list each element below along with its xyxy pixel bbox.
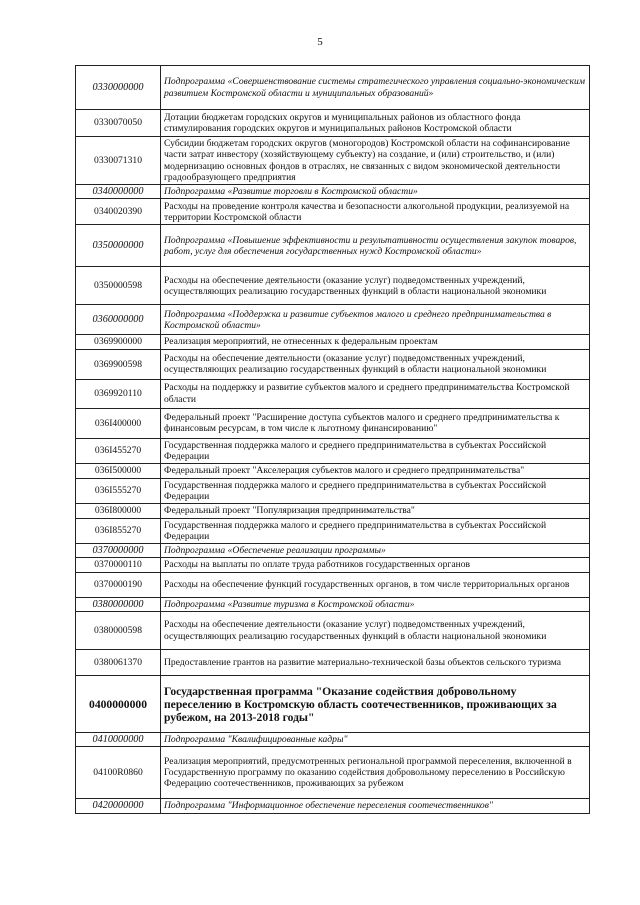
row-code: 0370000000 [76, 544, 161, 558]
table-row [76, 558, 590, 572]
row-name: Государственная программа "Оказание содействия добровольному переселению в Костромскую область соотечественников, проживающих за рубежом, на 2013-2018 годы" [161, 676, 590, 733]
row-code: 036I555270 [76, 478, 161, 504]
row-name: Расходы на выплаты по оплате труда работников государственных органов [161, 558, 590, 572]
row-name: Подпрограмма «Развитие торговли в Костромской области» [161, 185, 590, 199]
row-code: 04100R0860 [76, 747, 161, 799]
table-row [76, 597, 590, 611]
table-row [76, 650, 590, 676]
row-name: Расходы на обеспечение деятельности (оказание услуг) подведомственных учреждений, осуществляющих реализацию государственных функций в области национальной экономики [161, 267, 590, 305]
page-number: 5 [317, 36, 323, 48]
table-row [76, 518, 590, 544]
row-code: 0360000000 [76, 305, 161, 335]
table-row [76, 464, 590, 478]
row-code: 0420000000 [76, 799, 161, 813]
row-name: Реализация мероприятий, предусмотренных региональной программой переселения, включенной в Государственную программу по оказанию содействия добровольному переселению в Российскую Федерацию соотечественников, проживающих за рубежом [161, 747, 590, 799]
row-name: Расходы на проведение контроля качества и безопасности алкогольной продукции, реализуемой на территории Костромской области [161, 199, 590, 225]
row-code: 0330071310 [76, 137, 161, 185]
table-row [76, 676, 590, 733]
table-row [76, 335, 590, 349]
table-row [76, 379, 590, 408]
row-code: 0370000190 [76, 572, 161, 597]
row-code: 0340020390 [76, 199, 161, 225]
row-code: 0369900000 [76, 335, 161, 349]
row-code: 036I500000 [76, 464, 161, 478]
table-row [76, 504, 590, 518]
row-name: Подпрограмма "Квалифицированные кадры" [161, 733, 590, 747]
budget-classification-table [75, 65, 590, 814]
row-code: 0380000000 [76, 597, 161, 611]
row-name: Федеральный проект "Акселерация субъектов малого и среднего предпринимательства" [161, 464, 590, 478]
row-name: Государственная поддержка малого и среднего предпринимательства в субъектах Российской Федерации [161, 438, 590, 464]
row-code: 0340000000 [76, 185, 161, 199]
table-row [76, 408, 590, 438]
row-code: 0350000598 [76, 267, 161, 305]
table-row [76, 199, 590, 225]
row-name: Предоставление грантов на развитие материально-технической базы объектов сельского туризма [161, 650, 590, 676]
table-row [76, 110, 590, 137]
row-code: 0350000000 [76, 225, 161, 267]
table-row [76, 349, 590, 379]
row-name: Подпрограмма «Поддержка и развитие субъектов малого и среднего предпринимательства в Костромской области» [161, 305, 590, 335]
row-name: Субсидии бюджетам городских округов (моногородов) Костромской области на софинансирование части затрат инвестору (хозяйствующему субъекту) на создание, и (или) строительство, и (или) модернизацию основных фондов в отраслях, не связанных с видом экономической деятельности градообразующего предприятия [161, 137, 590, 185]
row-code: 0380061370 [76, 650, 161, 676]
table-row [76, 544, 590, 558]
row-name: Расходы на поддержку и развитие субъектов малого и среднего предпринимательства Костромской области [161, 379, 590, 408]
table-row [76, 478, 590, 504]
row-code: 0370000110 [76, 558, 161, 572]
row-code: 0330000000 [76, 66, 161, 110]
table-row [76, 438, 590, 464]
row-name: Подпрограмма «Обеспечение реализации программы» [161, 544, 590, 558]
row-name: Федеральный проект "Расширение доступа субъектов малого и среднего предпринимательства к финансовым ресурсам, в том числе к льготному финансированию" [161, 408, 590, 438]
row-name: Государственная поддержка малого и среднего предпринимательства в субъектах Российской Федерации [161, 478, 590, 504]
table-row [76, 799, 590, 813]
row-code: 0369920110 [76, 379, 161, 408]
row-name: Подпрограмма «Развитие туризма в Костромской области» [161, 597, 590, 611]
row-name: Расходы на обеспечение деятельности (оказание услуг) подведомственных учреждений, осуществляющих реализацию государственных функций в области национальной экономики [161, 349, 590, 379]
row-name: Подпрограмма «Повышение эффективности и результативности осуществления закупок товаров, работ, услуг для обеспечения государственных нужд Костромской области» [161, 225, 590, 267]
row-code: 036I800000 [76, 504, 161, 518]
row-name: Подпрограмма "Информационное обеспечение переселения соотечественников" [161, 799, 590, 813]
row-name: Федеральный проект "Популяризация предпринимательства" [161, 504, 590, 518]
row-code: 0330070050 [76, 110, 161, 137]
table-row [76, 572, 590, 597]
table-row [76, 137, 590, 185]
row-code: 036I455270 [76, 438, 161, 464]
row-name: Расходы на обеспечение функций государственных органов, в том числе территориальных органов [161, 572, 590, 597]
table-body [76, 66, 590, 814]
table-row [76, 747, 590, 799]
row-code: 0400000000 [76, 676, 161, 733]
row-code: 036I855270 [76, 518, 161, 544]
row-code: 0369900598 [76, 349, 161, 379]
row-name: Подпрограмма «Совершенствование системы стратегического управления социально-экономическим развитием Костромской области и муниципальных образований» [161, 66, 590, 110]
table-row [76, 305, 590, 335]
row-name: Дотации бюджетам городских округов и муниципальных районов из областного фонда стимулирования городских округов и муниципальных районов Костромской области [161, 110, 590, 137]
row-code: 0410000000 [76, 733, 161, 747]
table-row [76, 267, 590, 305]
table-row [76, 612, 590, 650]
table-row [76, 185, 590, 199]
row-name: Расходы на обеспечение деятельности (оказание услуг) подведомственных учреждений, осуществляющих реализацию государственных функций в области национальной экономики [161, 612, 590, 650]
table-row [76, 733, 590, 747]
table-row [76, 66, 590, 110]
row-code: 036I400000 [76, 408, 161, 438]
row-name: Реализация мероприятий, не отнесенных к федеральным проектам [161, 335, 590, 349]
row-name: Государственная поддержка малого и среднего предпринимательства в субъектах Российской Федерации [161, 518, 590, 544]
table-row [76, 225, 590, 267]
row-code: 0380000598 [76, 612, 161, 650]
